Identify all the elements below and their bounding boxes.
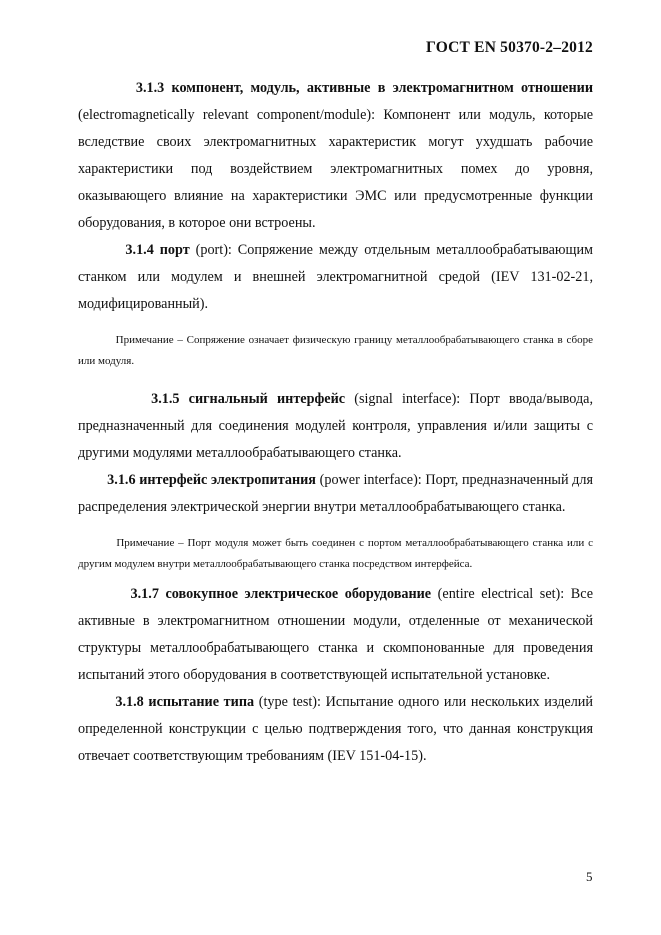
term-3-1-7 — [78, 581, 593, 689]
term-definition: (power interface): Порт, предназначенный для распределения электрической энергии внутри металлообрабатывающего станка. — [78, 472, 594, 515]
term-title: испытание типа — [148, 694, 255, 710]
term-number: 3.1.4 — [125, 242, 154, 258]
term-definition: (signal interface): Порт ввода/вывода, предназначенный для соединения модулей контроля, управления и/или защиты с другими модулями металлообрабатывающего станка. — [78, 391, 594, 461]
term-3-1-5 — [78, 386, 593, 467]
note-port — [78, 330, 593, 372]
term-3-1-8 — [78, 689, 593, 770]
term-title: сигнальный интерфейс — [188, 391, 346, 407]
term-number: 3.1.3 — [135, 80, 165, 96]
term-number: 3.1.5 — [151, 391, 180, 407]
term-definition: (entire electrical set): Все активные в электромагнитном отношении модули, отделенные от механической структуры металлообрабатывающего станка и скомпонованные для проведения испытаний этого оборудования в соответствующей испытательной установке. — [78, 586, 594, 683]
term-title: совокупное электрическое оборудование — [165, 586, 432, 602]
document-body — [78, 75, 593, 770]
note-module-port — [78, 533, 593, 575]
term-title: порт — [159, 242, 190, 258]
term-number: 3.1.7 — [130, 586, 159, 602]
term-title: компонент, модуль, активные в электромагнитном отношении — [171, 80, 593, 96]
term-3-1-6 — [78, 467, 593, 521]
term-definition: (electromagnetically relevant component/module): Компонент или модуль, которые вследствие своих электромагнитных характеристик могут ухудшать рабочие характеристики под воздействием электромагнитных помех до уровня, оказывающего влияние на характеристики ЭМС или предусмотренные функции оборудования, в которое они встроены. — [78, 107, 593, 231]
note-text: Примечание – Порт модуля может быть соединен с портом металлообрабатывающего станка или с другим модулем внутри металлообрабатывающего станка посредством интерфейса. — [78, 537, 593, 570]
document-header: ГОСТ EN 50370-2–2012 — [426, 39, 593, 56]
term-3-1-3 — [78, 75, 593, 237]
page-number: 5 — [586, 869, 593, 884]
term-definition: (type test): Испытание одного или нескольких изделий определенной конструкции с целью подтверждения того, что данная конструкция отвечает соответствующим требованиям (IEV 151-04-15). — [78, 694, 593, 764]
note-text: Примечание – Сопряжение означает физическую границу металлообрабатывающего станка в сборе или модуля. — [78, 334, 594, 367]
term-definition: (port): Сопряжение между отдельным металлообрабатывающим станком или модулем и внешней электромагнитной средой (IEV 131-02-21, модифицированный). — [78, 242, 594, 312]
term-title: интерфейс электропитания — [139, 472, 316, 488]
term-number: 3.1.6 — [107, 472, 136, 488]
term-3-1-4 — [78, 237, 593, 318]
term-number: 3.1.8 — [115, 694, 144, 710]
